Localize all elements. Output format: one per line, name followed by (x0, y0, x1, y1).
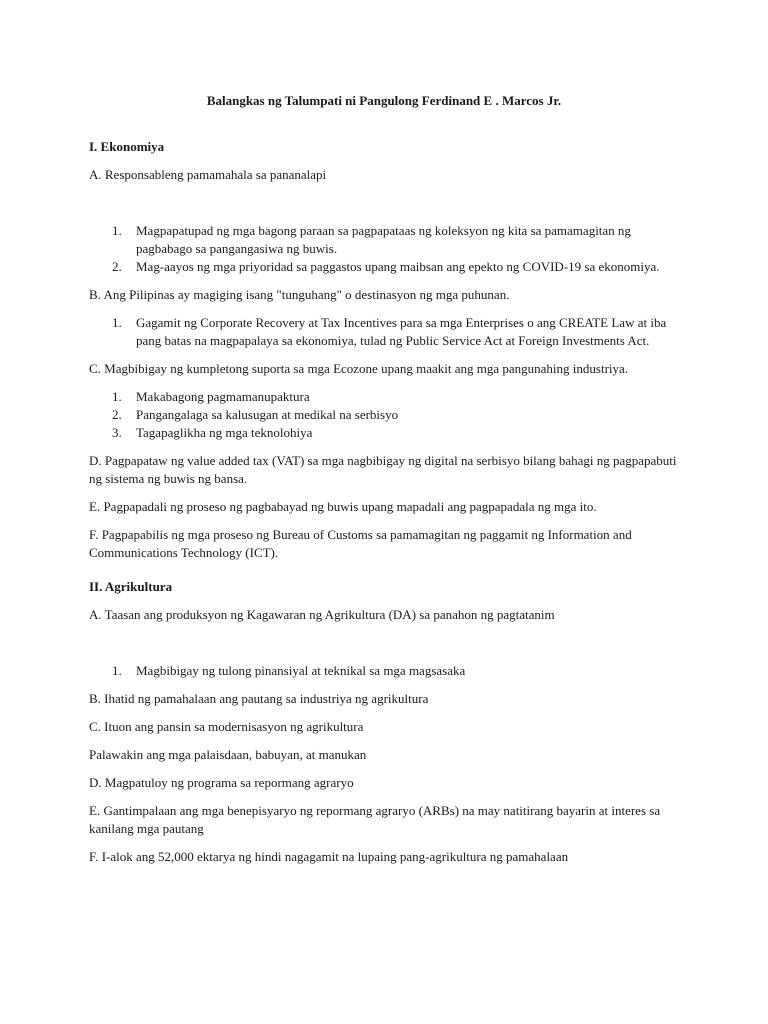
point-1e: E. Pagpapadali ng proseso ng pagbabayad ng buwis upang mapadali ang pagpapadala ng mga ito. (89, 499, 597, 514)
point-1c: C. Magbibigay ng kumpletong suporta sa mga Ecozone upang maakit ang mga pangunahing industriya. (89, 361, 629, 376)
list-text: Pangangalaga sa kalusugan at medikal na serbisyo (136, 407, 399, 422)
point-2e: E. Gantimpalaan ang mga benepisyaryo ng repormang agraryo (ARBs) na may natitirang bayarin at interes sa kanilang mga pautang (89, 803, 661, 836)
list-item (89, 424, 679, 442)
list-2a (89, 662, 679, 680)
list-text: Magbibigay ng tulong pinansiyal at teknikal sa mga magsasaka (136, 663, 466, 678)
list-item (89, 222, 679, 258)
list-1a (89, 222, 679, 276)
list-item (89, 388, 679, 406)
list-1c (89, 388, 679, 442)
list-1b (89, 314, 679, 350)
point-2a: A. Taasan ang produksyon ng Kagawaran ng Agrikultura (DA) sa panahon ng pagtatanim (89, 607, 555, 622)
list-text: Mag-aayos ng mga priyoridad sa paggastos upang maibsan ang epekto ng COVID-19 sa ekonomiya. (136, 259, 660, 274)
document-title: Balangkas ng Talumpati ni Pangulong Ferdinand E . Marcos Jr. (206, 93, 562, 108)
list-text: Tagapaglikha ng mga teknolohiya (136, 425, 313, 440)
point-2c-note: Palawakin ang mga palaisdaan, babuyan, at manukan (89, 747, 367, 762)
point-2f: F. I-alok ang 52,000 ektarya ng hindi nagagamit na lupaing pang-agrikultura ng pamahalaan (89, 849, 569, 864)
list-number: 1. (112, 663, 122, 678)
list-number: 2. (112, 407, 122, 422)
point-1a: A. Responsableng pamamahala sa pananalapi (89, 167, 327, 182)
section-heading-agrikultura: II. Agrikultura (89, 579, 173, 594)
list-text: Gagamit ng Corporate Recovery at Tax Incentives para sa mga Enterprises o ang CREATE Law at iba pang batas na magpapalaya sa ekonomiya, tulad ng Public Service Act at Foreign Investments Act. (136, 315, 667, 348)
point-1f: F. Pagpapabilis ng mga proseso ng Bureau of Customs sa pamamagitan ng paggamit ng Information and Communications Technology (ICT). (89, 527, 632, 560)
list-number: 1. (112, 223, 122, 238)
list-number: 1. (112, 315, 122, 330)
point-1b: B. Ang Pilipinas ay magiging isang "tunguhang" o destinasyon ng mga puhunan. (89, 287, 510, 302)
section-heading-ekonomiya: I. Ekonomiya (89, 139, 165, 154)
list-number: 3. (112, 425, 122, 440)
document-page (89, 92, 679, 866)
list-number: 2. (112, 259, 122, 274)
point-2d: D. Magpatuloy ng programa sa repormang agraryo (89, 775, 354, 790)
point-1d: D. Pagpapataw ng value added tax (VAT) sa mga nagbibigay ng digital na serbisyo bilang bahagi ng pagpapabuti ng sistema ng buwis ng bansa. (89, 453, 677, 486)
point-2c: C. Ituon ang pansin sa modernisasyon ng agrikultura (89, 719, 364, 734)
list-item (89, 406, 679, 424)
list-item (89, 258, 679, 276)
list-text: Magpapatupad ng mga bagong paraan sa pagpapataas ng koleksyon ng kita sa pamamagitan ng pagbabago sa pangangasiwa ng buwis. (136, 223, 631, 256)
point-2b: B. Ihatid ng pamahalaan ang pautang sa industriya ng agrikultura (89, 691, 429, 706)
list-item (89, 314, 679, 350)
list-item (89, 662, 679, 680)
list-text: Makabagong pagmamanupaktura (136, 389, 310, 404)
list-number: 1. (112, 389, 122, 404)
